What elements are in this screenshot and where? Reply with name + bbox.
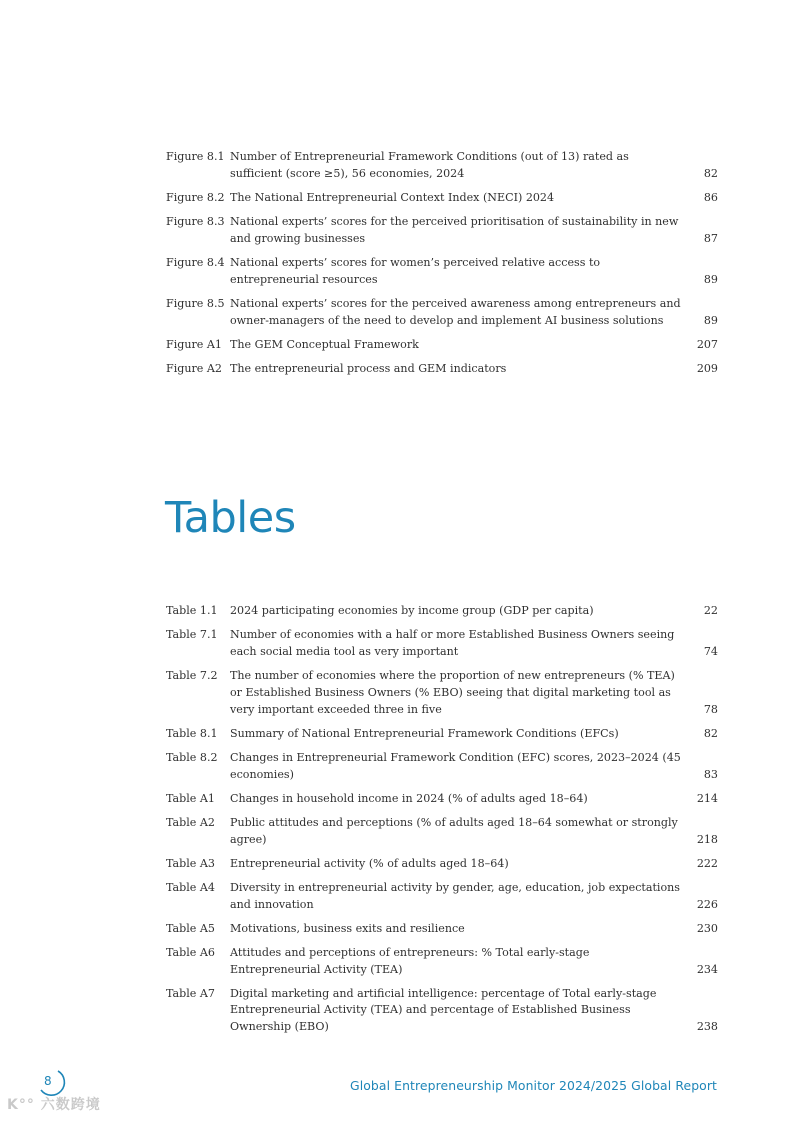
entry-page: 238 (696, 1020, 718, 1034)
entry-label: Table 1.1 (166, 604, 218, 617)
entry-title: Public attitudes and perceptions (% of adults aged 18–64 somewhat or strongly agree) (230, 815, 678, 846)
list-of-tables (166, 603, 718, 1043)
entry-title: Changes in household income in 2024 (% of adults aged 18–64) (230, 791, 588, 805)
entry-page: 218 (696, 832, 718, 846)
entry-page: 234 (696, 962, 718, 976)
entry-page: 22 (703, 604, 718, 617)
entry-page: 230 (696, 921, 718, 935)
entry-label: Table A7 (166, 986, 215, 1000)
figure-entry[interactable] (166, 149, 718, 183)
table-entry[interactable] (166, 880, 718, 914)
figure-entry[interactable] (166, 214, 718, 248)
entry-page: 207 (696, 337, 718, 351)
entry-page: 89 (703, 313, 718, 327)
entry-title: Motivations, business exits and resilience (230, 921, 465, 935)
entry-title: The National Entrepreneurial Context Index (NECI) 2024 (230, 190, 555, 204)
figure-entry[interactable] (166, 296, 718, 330)
entry-title: 2024 participating economies by income group (GDP per capita) (230, 604, 594, 617)
entry-page: 78 (703, 702, 718, 716)
entry-title: Number of Entrepreneurial Framework Conditions (out of 13) rated as sufficient (score ≥5), 56 economies, 2024 (230, 150, 629, 180)
table-entry[interactable] (166, 945, 718, 979)
table-entry[interactable] (166, 750, 718, 784)
entry-page: 83 (703, 767, 718, 781)
entry-label: Figure 8.1 (166, 150, 225, 163)
list-of-figures (166, 149, 718, 385)
entry-label: Table A3 (166, 856, 215, 870)
table-entry[interactable] (166, 791, 718, 808)
entry-title: The entrepreneurial process and GEM indicators (230, 361, 507, 375)
entry-page: 209 (696, 361, 718, 375)
entry-title: The number of economies where the proportion of new entrepreneurs (% TEA) or Established Business Owners (% EBO) seeing that digital marketing tool as very important exceeded three in five (230, 668, 675, 716)
entry-page: 89 (703, 272, 718, 286)
figure-entry[interactable] (166, 255, 718, 289)
entry-title: National experts’ scores for the perceived prioritisation of sustainability in new and growing businesses (230, 214, 679, 245)
entry-page: 222 (696, 856, 718, 870)
entry-title: Summary of National Entrepreneurial Framework Conditions (EFCs) (230, 726, 619, 740)
entry-page: 74 (703, 644, 718, 658)
entry-label: Table A1 (166, 791, 215, 805)
entry-title: Number of economies with a half or more Established Business Owners seeing each social media tool as very important (230, 628, 675, 658)
table-entry[interactable] (166, 815, 718, 849)
entry-label: Figure 8.5 (166, 296, 225, 310)
entry-label: Table A2 (166, 815, 215, 829)
page-number: 8 (44, 1074, 52, 1088)
entry-label: Table A6 (166, 945, 215, 959)
entry-label: Figure A2 (166, 361, 222, 375)
entry-label: Table A4 (166, 880, 215, 894)
entry-label: Figure 8.3 (166, 214, 225, 228)
entry-page: 87 (703, 231, 718, 245)
tables-heading: Tables (165, 493, 296, 543)
entry-page: 82 (703, 166, 718, 180)
figure-entry[interactable] (166, 337, 718, 354)
entry-page: 86 (703, 190, 718, 204)
entry-label: Figure A1 (166, 337, 222, 351)
entry-label: Figure 8.4 (166, 255, 225, 269)
entry-page: 226 (696, 897, 718, 911)
figure-entry[interactable] (166, 190, 718, 207)
table-entry[interactable] (166, 627, 718, 661)
table-entry[interactable] (166, 726, 718, 743)
entry-label: Table A5 (166, 921, 215, 935)
entry-title: Attitudes and perceptions of entrepreneurs: % Total early-stage Entrepreneurial Activity (TEA) (230, 945, 590, 976)
watermark: K°° 六数跨境 (7, 1097, 101, 1113)
entry-page: 214 (696, 791, 718, 805)
entry-title: Digital marketing and artificial intelligence: percentage of Total early-stage Entrepreneurial Activity (TEA) and percentage of Established Business Ownership (EBO) (230, 986, 657, 1034)
entry-title: Diversity in entrepreneurial activity by gender, age, education, job expectations and innovation (230, 880, 681, 911)
table-entry[interactable] (166, 668, 718, 718)
table-entry[interactable] (166, 856, 718, 873)
entry-title: The GEM Conceptual Framework (230, 337, 419, 351)
entry-label: Table 7.1 (166, 628, 218, 642)
entry-title: National experts’ scores for women’s perceived relative access to entrepreneurial resources (230, 255, 601, 286)
entry-label: Figure 8.2 (166, 190, 225, 204)
table-entry[interactable] (166, 603, 718, 620)
entry-title: National experts’ scores for the perceived awareness among entrepreneurs and owner-managers of the need to develop and implement AI business solutions (230, 296, 681, 327)
report-title: Global Entrepreneurship Monitor 2024/2025 Global Report (350, 1078, 717, 1093)
entry-page: 82 (703, 726, 718, 740)
table-entry[interactable] (166, 921, 718, 938)
entry-label: Table 8.2 (166, 750, 218, 764)
entry-title: Changes in Entrepreneurial Framework Condition (EFC) scores, 2023–2024 (45 economies) (230, 750, 681, 781)
table-entry[interactable] (166, 986, 718, 1036)
entry-label: Table 8.1 (166, 726, 218, 740)
figure-entry[interactable] (166, 361, 718, 378)
entry-title: Entrepreneurial activity (% of adults aged 18–64) (230, 856, 509, 870)
entry-label: Table 7.2 (166, 668, 218, 682)
